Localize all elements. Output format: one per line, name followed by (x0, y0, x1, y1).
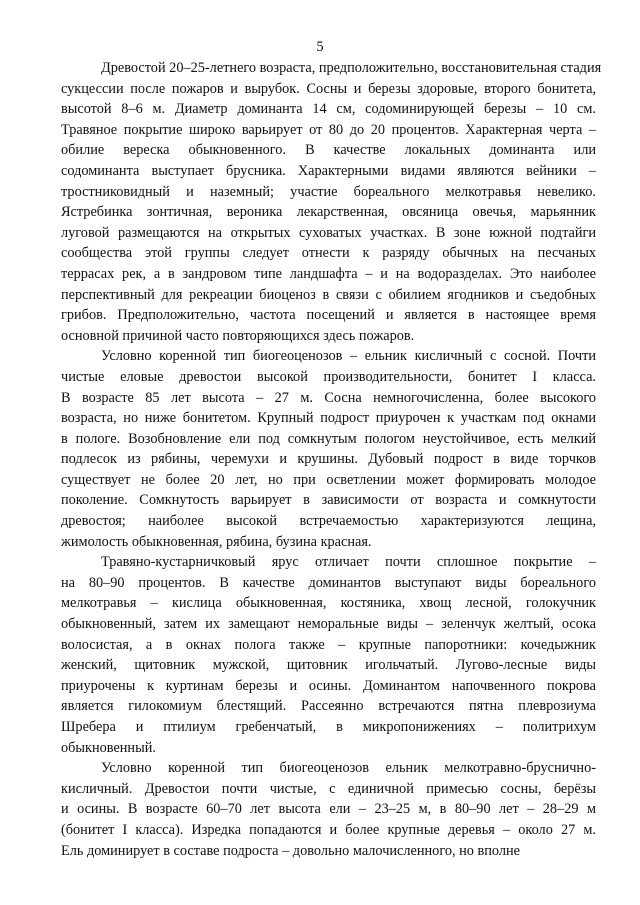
text-line: поколение. Сомкнутость варьирует в зависимости от возраста и сомкнутости (61, 492, 596, 509)
body-text (61, 58, 602, 861)
text-line: жимолость обыкновенная, рябина, бузина красная. (61, 533, 372, 550)
text-line: (бонитет I класса). Изредка попадаются и более крупные деревья – около 27 м. (61, 821, 596, 838)
text-line: Условно коренной тип биогеоценозов ельник мелкотравно-бруснично- (101, 760, 596, 777)
text-line: высотой 8–6 м. Диаметр доминанта 14 см, содоминирующей березы – 10 см. (61, 101, 596, 118)
text-line: Травяно-кустарничковый ярус отличает почти сплошное покрытие – (101, 554, 596, 571)
text-line: существует не более 20 лет, но при осветлении может формировать молодое (61, 471, 596, 488)
paragraph (61, 758, 596, 861)
text-line: основной причиной часто повторяющихся здесь пожаров. (61, 327, 415, 344)
text-line: приурочены к куртинам березы и осины. Доминантом напочвенного покрова (61, 677, 596, 694)
paragraph (61, 58, 602, 346)
text-line: кисличный. Древостои почти чистые, с единичной примесью сосны, берёзы (61, 780, 596, 797)
text-line: древостоя; наиболее высокой встречаемостью характеризуются лещина, (61, 513, 596, 530)
text-line: в пологе. Возобновление ели под сомкнутым пологом неустойчивое, есть мелкий (61, 430, 596, 447)
text-line: террасах рек, а в зандровом типе ландшафта – и на водоразделах. Это наиболее (61, 265, 596, 282)
text-line: мелкотравья – кислица обыкновенная, костяника, хвощ лесной, голокучник (61, 595, 596, 612)
text-line: обилие вереска обыкновенного. В качестве локальных доминанта или (61, 142, 596, 159)
text-line: сукцессии после пожаров и вырубок. Сосны и березы здоровые, второго бонитета, (61, 80, 596, 97)
text-line: Шребера и птилиум гребенчатый, в микропонижениях – политрихум (61, 719, 596, 735)
text-line: Травяное покрытие широко варьирует от 80 до 20 процентов. Характерная черта – (61, 121, 596, 138)
text-line: содоминанта выступает брусника. Характерными видами являются вейники – (61, 162, 596, 179)
text-line: перспективный для рекреации биоценоз в связи с обилием ягодников и съедобных (61, 286, 596, 303)
text-line: волосистая, а в окнах полога также – крупные папоротники: кочедыжник (61, 636, 596, 653)
text-line: луговой размещаются на открытых суховатых участках. В зоне южной подтайги (61, 224, 596, 241)
text-line: В возрасте 85 лет высота – 27 м. Сосна немногочисленна, более высокого (61, 389, 596, 406)
text-line: обыкновенный. (61, 739, 156, 756)
text-line: Ястребинка зонтичная, вероника лекарственная, овсяница овечья, марьянник (61, 204, 596, 221)
text-line: возраста, но ниже бонитетом. Крупный подрост приурочен к участкам под окнами (61, 410, 596, 427)
text-line: чистые еловые древостои высокой производительности, бонитет I класса. (61, 368, 596, 385)
paragraph (61, 346, 596, 552)
text-line: сообщества этой группы следует отнести к разряду обычных на песчаных (61, 245, 596, 262)
text-line: и осины. В возрасте 60–70 лет высота ели – 23–25 м, в 80–90 лет – 28–29 м (61, 801, 596, 818)
text-line: женский, щитовник мужской, щитовник игольчатый. Лугово-лесные виды (61, 657, 596, 674)
text-line: Ель доминирует в составе подроста – довольно малочисленного, но вполне (61, 842, 520, 859)
text-line: Древостой 20–25-летнего возраста, предположительно, восстановительная стадия (101, 60, 602, 76)
text-line: подлесок из рябины, черемухи и крушины. Дубовый подрост в виде торчков (61, 451, 596, 468)
text-line: тростниковидный и наземный; участие бореального мелкотравья невелико. (61, 183, 596, 200)
text-line: грибов. Предположительно, частота посещений и является в настоящее время (61, 307, 596, 324)
text-line: Условно коренной тип биогеоценозов – ельник кисличный с сосной. Почти (101, 348, 596, 365)
page-number: 5 (316, 39, 324, 55)
text-line: обыкновенный, затем их замещают неморальные виды – зеленчук желтый, осока (61, 616, 596, 633)
paragraph (61, 552, 596, 758)
text-line: является гилокомиум блестящий. Рассеянно встречаются пятна плеврозиума (61, 698, 596, 715)
text-line: на 80–90 процентов. В качестве доминантов выступают виды бореального (61, 574, 596, 591)
